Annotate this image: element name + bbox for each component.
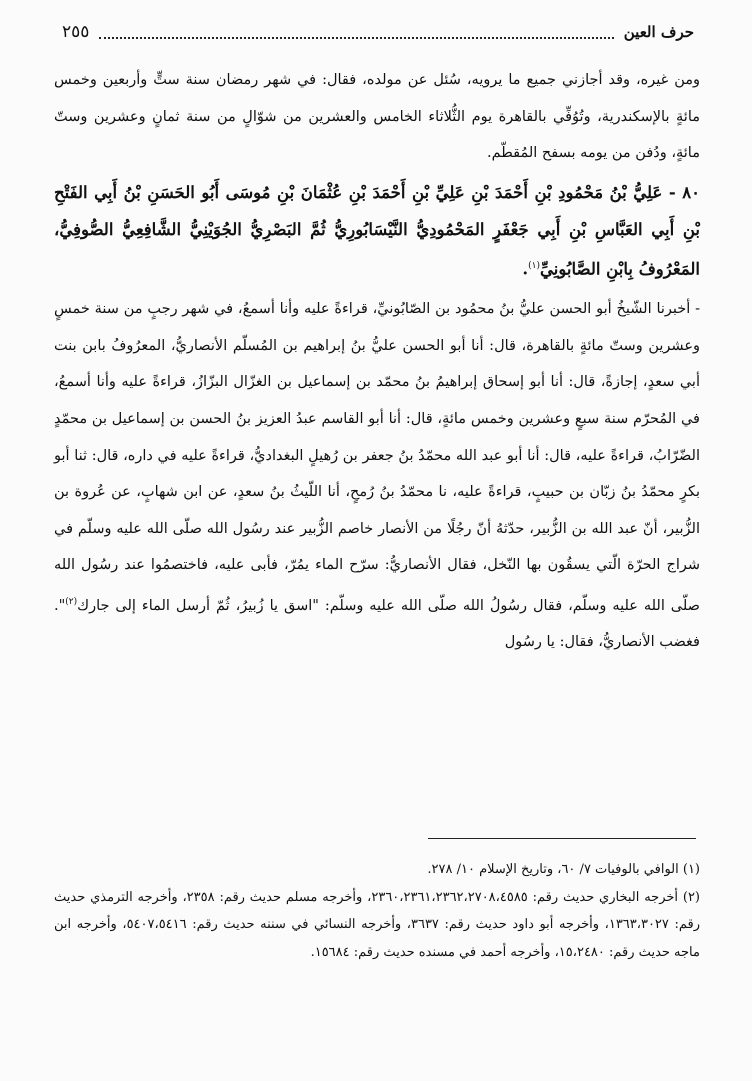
hadith-text: - أخبرنا الشّيخُ أبو الحسن عليُّ بنُ محمُود بن الصّابُونيِّ، قراءةً عليه وأنا أسمعُ، في شهر رجبٍ من سنة خمسٍ وعشرين وستّ مائةٍ بالقاهرة، قال: أنا أبو الحسن عليُّ بنُ إبراهيم بن المُسلّم الأنصاريُّ، المعرُوفُ بابن بنت أبي سعدٍ، إجازةً، قال: أنا أبو إسحاق إبراهيمُ بنُ محمّد بن إسماعيل بن الغزّال البزّازُ، قراءةً عليه وأنا أسمعُ، في المُحرّم سنة سبعٍ وعشرين وخمس مائةٍ، قال: أنا أبو القاسم عبدُ العزيز بنُ الحسن بن إسماعيل بن محمّدٍ الضّرّابُ، قراءةً عليه، قال: أنا أبو عبد الله محمّدُ بنُ جعفر بن رُهيلٍ البغداديُّ، قراءةً عليه في داره، قال: ثنا أبو بكرٍ محمّدُ بنُ زبّان بن حبيبٍ، قراءةً عليه، نا محمّدُ بنُ رُمحٍ، أنا اللّيثُ بنُ سعدٍ، عن ابن شهابٍ، عن عُروة بن الزُّبير، أنّ عبد الله بن الزُّبير، حدّثهُ أنّ رجُلًا من الأنصار خاصم الزُّبير عند رسُول الله صلّى الله عليه وسلّم في شراج الحرّة الّتي يسقُون بها النّخل، فقال الأنصاريُّ: سرّح الماء يمُرّ، فأبى عليه، فاختصمُوا عند رسُول الله صلّى الله عليه وسلّم، فقال رسُولُ الله صلّى الله عليه وسلّم: "اسق يا زُبيرُ، ثُمّ أرسل الماء إلى جارك xyxy=(54,301,700,614)
footnote: (٢) أخرجه البخاري حديث رقم: ٢٣٦٠،٢٣٦١،٢٣٦٢،٢٧٠٨،٤٥٨٥، وأخرجه مسلم حديث رقم: ٢٣٥٨، وأخرجه الترمذي حديث رقم: ١٣٦٣،٣٠٢٧، وأخرجه أبو داود حديث رقم: ٣٦٣٧، وأخرجه النسائي في سننه حديث رقم: ٥٤٠٧،٥٤١٦، وأخرجه ابن ماجه حديث رقم: ١٥،٢٤٨٠، وأخرجه أحمد في مسنده حديث رقم: ١٥٦٨٤. xyxy=(54,889,701,960)
running-title: حرف العين xyxy=(623,23,694,41)
footnote-marker: (٢) xyxy=(65,597,78,608)
running-header xyxy=(62,18,694,46)
dotted-leader xyxy=(99,25,613,39)
hadith-text-end: ". فغضب الأنصاريُّ، فقال: يا رسُول xyxy=(54,597,700,651)
entry-number: ٨٠ - xyxy=(668,182,701,202)
footnote: (١) الوافي بالوفيات ٧/ ٦٠، وتاريخ الإسلام ١٠/ ٢٧٨. xyxy=(427,862,700,877)
paragraph xyxy=(54,291,700,661)
biography-entry-heading xyxy=(54,174,700,288)
main-text xyxy=(54,62,700,661)
footnotes xyxy=(54,856,700,966)
paragraph: ومن غيره، وقد أجازني جميع ما يرويه، سُئل عن مولده، فقال: في شهر رمضان سنة ستٍّ وأربعين وخمس مائةٍ بالإسكندرية، وتُوُفِّي بالقاهرة يوم الثُّلاثاء الخامس والعشرين من شوّالٍ من سنة ثمانٍ وعشرين وستّ مائةٍ، ودُفن من يومه بسفح المُقطّم. xyxy=(54,72,700,162)
footnote-marker: (١) xyxy=(528,260,541,271)
footnote-separator xyxy=(428,838,696,839)
page-number: ٢٥٥ xyxy=(62,22,90,42)
entry-end: . xyxy=(522,259,529,279)
entry-name: عَلِيُّ بْنُ مَحْمُودِ بْنِ أَحْمَدَ بْنِ عَلِيِّ بْنِ أَحْمَدَ بْنِ عُثْمَانَ بْنِ مُوسَى أَبُو الحَسَنِ بْنُ أَبِي الفَتْحِ بْنِ أَبِي العَبَّاسِ بْنِ أَبِي جَعْفَرٍ المَحْمُودِيُّ النَّيْسَابُورِيُّ ثُمَّ البَصْرِيُّ الجُوَيْنِيُّ الشَّافِعِيُّ الصُّوفِيُّ، المَعْرُوفُ بِابْنِ الصَّابُونِيِّ xyxy=(54,182,700,279)
